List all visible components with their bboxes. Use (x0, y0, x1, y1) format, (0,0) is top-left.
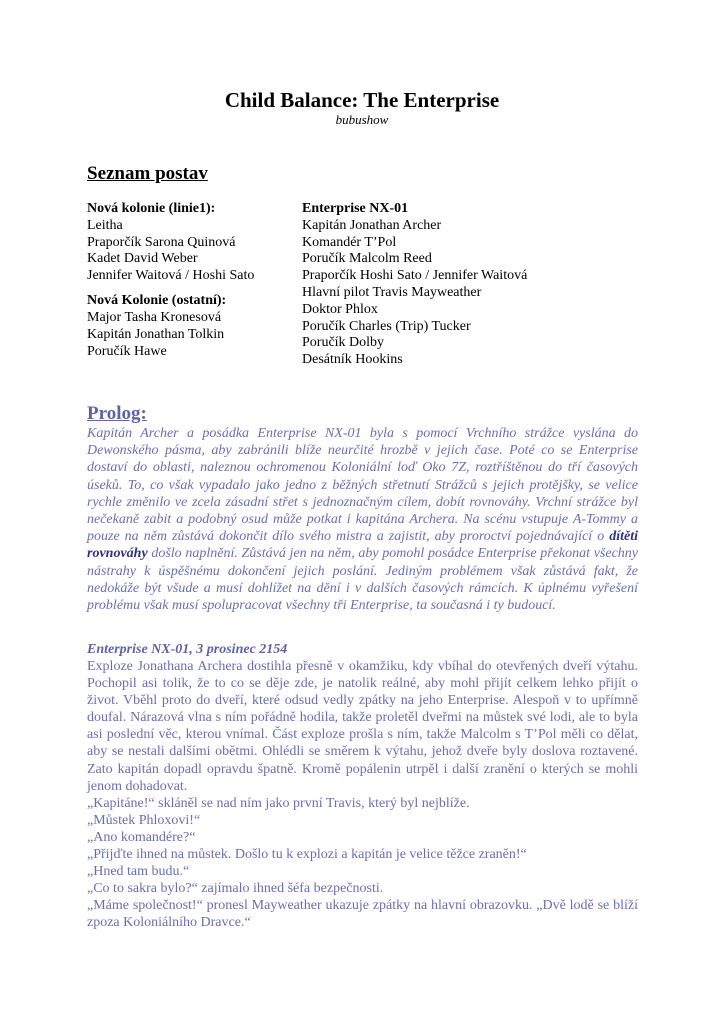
chapter-paragraph: „Ano komandére?“ (87, 829, 196, 845)
prolog-text-bold: dítěti rovnováhy (87, 529, 639, 562)
chapter-paragraph: Exploze Jonathana Archera dostihla přesně v okamžiku, kdy vbíhal do otevřených dveří výtahu. Pochopil asi tolik, že to co se děje zde, je natolik reálné, aby mohl přijít celkem lehko přijít o život. Vběhl proto do dveří, které odsud vedly zpátky na jeho Enterprise. Alespoň v to upřímně doufal. Nárazová vlna s ním pořádně hodila, takže proletěl dveřmi na můstek své lodi, ale to byla asi poslední věc, kterou vnímal. Část exploze prošla s ním, takže Malcolm s T’Pol měli co dělat, aby se nestali dalšími obětmi. Ohlédli se směrem k výtahu, jehož dveře byly doslova roztavené. Zato kapitán dopadl opravdu špatně. Kromě popálenin utrpěl i další zranění o kterých se mohli jenom dohadovat. (87, 659, 638, 794)
document-title: Child Balance: The Enterprise (224, 88, 500, 112)
chapter-paragraph: „Kapitáne!“ skláněl se nad ním jako první Travis, který byl nejblíže. (87, 795, 470, 811)
cast-heading: Seznam postav (87, 163, 208, 184)
cast-member: Leitha (87, 217, 123, 233)
document-author: bubushow (335, 112, 389, 127)
cast-member: Poručík Hawe (87, 343, 167, 359)
cast-member: Kadet David Weber (87, 251, 198, 267)
chapter-paragraph: „Hned tam budu.“ (87, 864, 190, 880)
cast-member: Kapitán Jonathan Archer (302, 217, 442, 233)
cast-member: Hlavní pilot Travis Mayweather (302, 284, 482, 300)
cast-member: Kapitán Jonathan Tolkin (87, 326, 225, 342)
cast-group-heading: Enterprise NX-01 (302, 201, 409, 216)
chapter-paragraph: „Přijďte ihned na můstek. Došlo tu k explozi a kapitán je velice těžce zraněn!“ (87, 847, 527, 863)
chapter-body (87, 658, 638, 932)
cast-member: Poručík Malcolm Reed (302, 251, 432, 267)
chapter-heading: Enterprise NX-01, 3 prosinec 2154 (87, 642, 288, 657)
prolog-text-after: došlo naplnění. Zůstává jen na něm, aby pomohl posádce Enterprise překonat všechny nástrahy k úspěšnému dokončení jejich poslání. Jediným problémem však zůstává fakt, že nedokáže být všude a musí dohlížet na dění i v dalších časových rámcích. K úplnému vyřešení problému však musí spolupracovat všechny tři Enterprise, ta současná i ty budoucí. (87, 546, 639, 614)
cast-group-heading: Nová kolonie (linie1): (87, 201, 216, 216)
cast-member: Jennifer Waitová / Hoshi Sato (87, 268, 255, 284)
cast-member: Major Tasha Kronesová (87, 310, 222, 326)
cast-member: Doktor Phlox (302, 301, 378, 317)
prolog-text (87, 425, 638, 614)
chapter-paragraph: „Co to sakra bylo?“ zajímalo ihned šéfa bezpečnosti. (87, 881, 384, 897)
prolog-text-before: Kapitán Archer a posádka Enterprise NX-01 byla s pomocí Vrchního strážce vyslána do Dewonského pásma, aby zabránili blíže neurčité hrozbě v jejich čase. Poté co se Enterprise dostaví do oblasti, naleznou ochromenou Koloniální loď Oko 7Z, roztříštěnou do tří časových úseků. To, co však vypadalo jako jedno z běžných střetnutí Strážců s jejich protějšky, se velice rychle změnilo ve zcela zásadní střet s jednoznačným cílem, dobít rovnováhy. Vrchní strážce byl nečekaně zabit a podobný osud může potkat i kapitána Archera. Na scénu vstupuje A-Tommy a pouze na něm zůstává dokončit dílo svého mistra a zajistit, aby proroctví pojednávající o (87, 426, 638, 545)
cast-member: Praporčík Sarona Quinová (87, 234, 236, 250)
cast-member: Poručík Charles (Trip) Tucker (302, 318, 471, 334)
cast-column-left (87, 201, 297, 361)
prolog-heading: Prolog: (87, 403, 147, 424)
cast-group-heading: Nová Kolonie (ostatní): (87, 293, 227, 309)
chapter-paragraph: „Můstek Phloxovi!“ (87, 812, 201, 828)
cast-member: Komandér T’Pol (302, 234, 397, 250)
chapter-paragraph: „Máme společnost!“ pronesl Mayweather ukazuje zpátky na hlavní obrazovku. „Dvě lodě se blíží zpoza Koloniálního Dravce.“ (87, 898, 638, 931)
cast-column-right (302, 201, 642, 369)
cast-member: Praporčík Hoshi Sato / Jennifer Waitová (302, 268, 528, 284)
cast-member: Desátník Hookins (302, 352, 403, 368)
cast-spacer (87, 285, 297, 293)
cast-member: Poručík Dolby (302, 335, 385, 351)
